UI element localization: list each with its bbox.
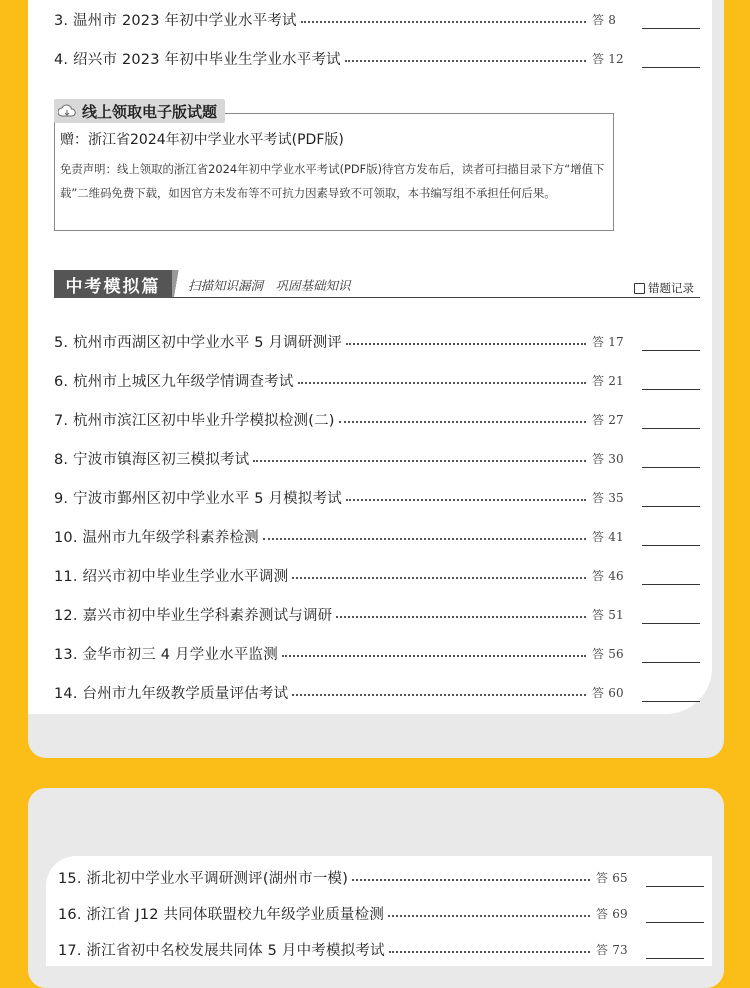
toc-item-title: 6. 杭州市上城区九年级学情调查考试: [54, 373, 294, 390]
leader-dots: [282, 655, 586, 657]
toc-item-page: 答 12: [592, 51, 624, 66]
leader-dots: [346, 499, 586, 501]
leader-dots: [336, 616, 586, 618]
toc-item-page: 答 60: [592, 685, 624, 700]
toc-item-page: 答 8: [592, 12, 617, 27]
cloud-download-icon: [58, 104, 76, 118]
toc-item[interactable]: [54, 525, 700, 547]
toc-item-page: 答 41: [592, 529, 624, 544]
toc-item-page: 答 35: [592, 490, 624, 505]
toc-item-title: 9. 宁波市鄞州区初中学业水平 5 月模拟考试: [54, 490, 342, 507]
check-blank: [646, 922, 704, 923]
toc-item-title: 11. 绍兴市初中毕业生学业水平调测: [54, 568, 289, 585]
toc-item-title: 17. 浙江省初中名校发展共同体 5 月中考模拟考试: [58, 942, 385, 959]
toc-item-title: 13. 金华市初三 4 月学业水平监测: [54, 646, 278, 663]
toc-item-title: 7. 杭州市滨江区初中毕业升学模拟检测(二): [54, 412, 335, 429]
leader-dots: [389, 951, 590, 953]
toc-item-title: 5. 杭州市西湖区初中学业水平 5 月调研测评: [54, 334, 342, 351]
check-blank: [642, 584, 700, 585]
toc-item[interactable]: [54, 486, 700, 508]
toc-item[interactable]: [54, 447, 700, 469]
leader-dots: [298, 382, 586, 384]
toc-item[interactable]: [54, 8, 700, 30]
toc-item-page: 答 56: [592, 646, 624, 661]
leader-dots: [253, 460, 586, 462]
toc-item-page: 答 65: [596, 870, 628, 885]
online-download-label: 线上领取电子版试题: [82, 102, 218, 121]
check-blank: [642, 545, 700, 546]
toc-item[interactable]: [54, 603, 700, 625]
error-log-label: [634, 280, 694, 296]
toc-item-page: 答 69: [596, 906, 628, 921]
check-blank: [642, 67, 700, 68]
toc-item[interactable]: [54, 564, 700, 586]
check-blank: [642, 467, 700, 468]
check-blank: [642, 506, 700, 507]
leader-dots: [352, 879, 590, 881]
section-divider: [172, 297, 700, 298]
toc-item[interactable]: [54, 642, 700, 664]
toc-item-title: 12. 嘉兴市初中毕业生学科素养测试与调研: [54, 607, 333, 624]
toc-item-title: 16. 浙江省 J12 共同体联盟校九年级学业质量检测: [58, 906, 385, 923]
toc-item-page: 答 46: [592, 568, 624, 583]
section-title: 中考模拟篇: [54, 270, 172, 298]
leader-dots: [346, 343, 586, 345]
leader-dots: [388, 915, 590, 917]
toc-item[interactable]: [54, 330, 700, 352]
leader-dots: [292, 577, 586, 579]
toc-item-title: 4. 绍兴市 2023 年初中毕业生学业水平考试: [54, 51, 341, 68]
toc-item-title: 15. 浙北初中学业水平调研测评(湖州市一模): [58, 870, 349, 887]
toc-item[interactable]: [54, 408, 700, 430]
toc-item-page: 答 21: [592, 373, 624, 388]
error-log-text: 错题记录: [648, 281, 694, 295]
disclaimer-text: 免责声明：线上领取的浙江省2024年初中学业水平考试(PDF版)待官方发布后，读者可扫描目录下方“增值下载”二维码免费下载，如因官方未发布等不可抗力因素导致不可领取，本书编写组不承担任何后果。: [60, 162, 605, 200]
check-blank: [642, 350, 700, 351]
leader-dots: [301, 21, 586, 23]
check-blank: [642, 623, 700, 624]
check-blank: [642, 28, 700, 29]
check-blank: [642, 701, 700, 702]
toc-item-title: 8. 宁波市镇海区初三模拟考试: [54, 451, 250, 468]
check-blank: [646, 886, 704, 887]
toc-item[interactable]: [58, 866, 704, 888]
toc-item[interactable]: [58, 902, 704, 924]
leader-dots: [339, 421, 586, 423]
toc-item-page: 答 17: [592, 334, 624, 349]
toc-item[interactable]: [58, 938, 704, 960]
note-icon: [634, 283, 645, 294]
leader-dots: [292, 694, 586, 696]
toc-item[interactable]: [54, 369, 700, 391]
online-download-tab: [54, 99, 225, 123]
check-blank: [642, 428, 700, 429]
gift-text: 赠：浙江省2024年初中学业水平考试(PDF版): [60, 132, 344, 148]
toc-item-title: 14. 台州市九年级教学质量评估考试: [54, 685, 289, 702]
leader-dots: [263, 538, 586, 540]
leader-dots: [345, 60, 586, 62]
check-blank: [642, 389, 700, 390]
toc-item-page: 答 51: [592, 607, 624, 622]
toc-item[interactable]: [54, 47, 700, 69]
toc-item-title: 3. 温州市 2023 年初中学业水平考试: [54, 12, 297, 29]
section-slant-decor: [172, 270, 182, 298]
toc-item-title: 10. 温州市九年级学科素养检测: [54, 529, 259, 546]
section-subtitle: 扫描知识漏洞 巩固基础知识: [188, 278, 351, 293]
toc-item-page: 答 27: [592, 412, 624, 427]
check-blank: [646, 958, 704, 959]
toc-item-page: 答 73: [596, 942, 628, 957]
toc-item[interactable]: [54, 681, 700, 703]
check-blank: [642, 662, 700, 663]
toc-item-page: 答 30: [592, 451, 624, 466]
